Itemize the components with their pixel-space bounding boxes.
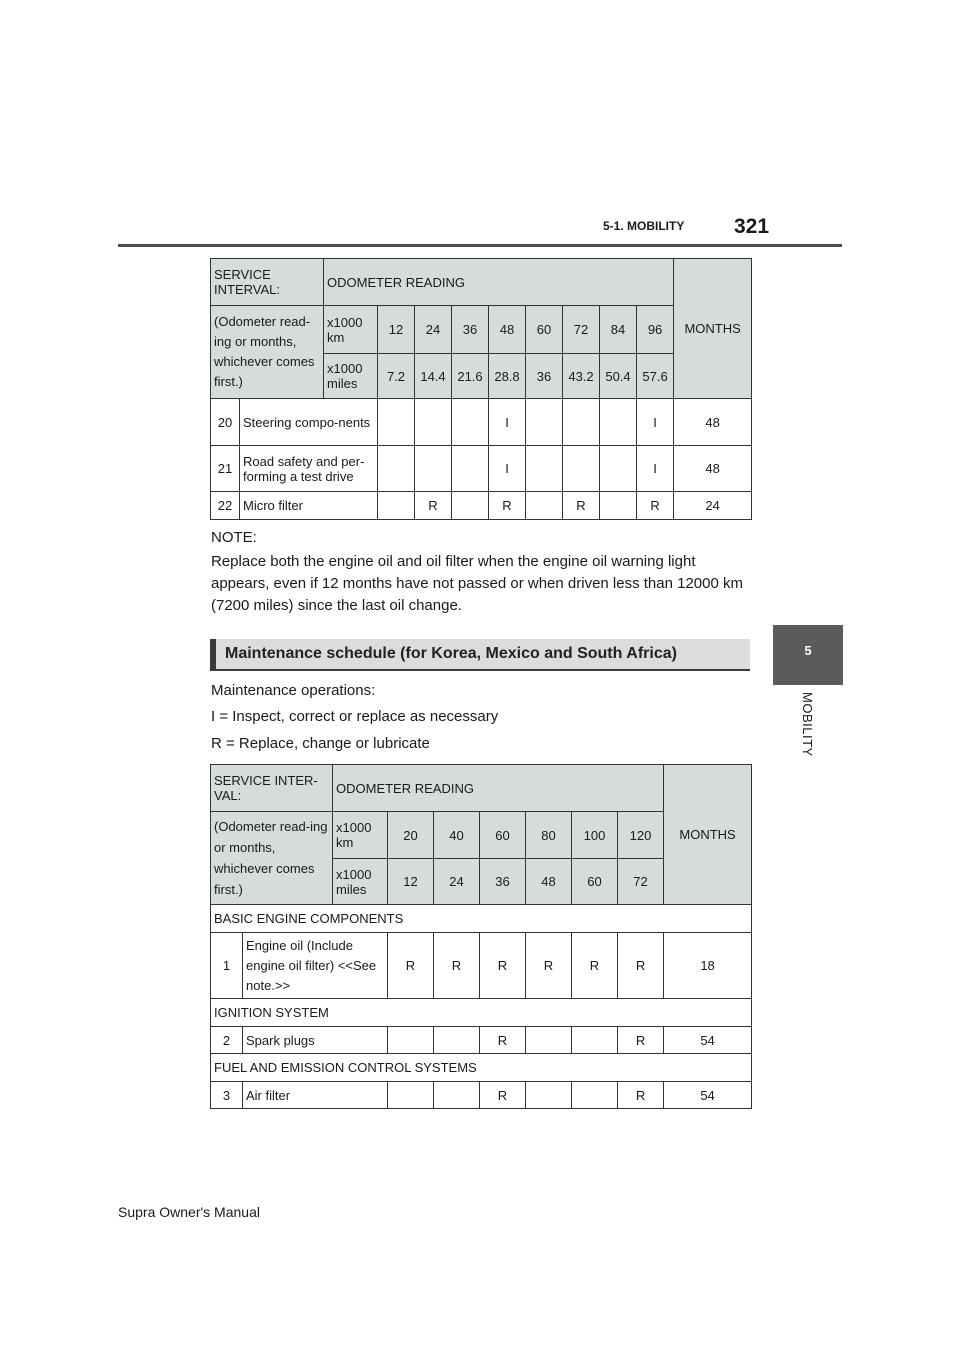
item-number: 1	[211, 933, 243, 999]
interval-cell	[563, 399, 600, 446]
interval-cell: I	[489, 446, 526, 492]
mile-value: 28.8	[489, 354, 526, 399]
km-value: 40	[434, 812, 480, 859]
interval-cell	[526, 446, 563, 492]
km-unit-label: x1000 km	[333, 812, 388, 859]
months-cell: 54	[664, 1027, 752, 1054]
section-row-ignition: IGNITION SYSTEM	[211, 999, 752, 1027]
interval-cell: R	[480, 1082, 526, 1109]
km-value: 120	[618, 812, 664, 859]
note-body: Replace both the engine oil and oil filter when the engine oil warning light appears, even if 12 months have not passed or when driven less than 12000 km (7200 miles) since the last oil change.	[211, 553, 743, 614]
service-interval-header: SERVICE INTER-VAL:	[211, 765, 333, 812]
item-number: 3	[211, 1082, 243, 1109]
interval-cell	[388, 1027, 434, 1054]
interval-cell: R	[572, 933, 618, 999]
interval-cell	[600, 446, 637, 492]
maintenance-table-continued	[210, 258, 752, 520]
months-header: MONTHS	[674, 259, 752, 399]
interval-cell	[526, 1082, 572, 1109]
item-number: 21	[211, 446, 240, 492]
km-value: 60	[480, 812, 526, 859]
km-value: 96	[637, 306, 674, 354]
table-row	[211, 1027, 752, 1054]
header-section-title: 5-1. MOBILITY	[603, 219, 685, 233]
interval-cell: R	[526, 933, 572, 999]
interval-cell	[600, 492, 637, 520]
km-value: 72	[563, 306, 600, 354]
footer-manual-title: Supra Owner's Manual	[118, 1204, 260, 1220]
interval-cell: R	[388, 933, 434, 999]
interval-cell: I	[489, 399, 526, 446]
mile-value: 7.2	[378, 354, 415, 399]
months-cell: 54	[664, 1082, 752, 1109]
item-name: Air filter	[243, 1082, 388, 1109]
interval-cell	[434, 1082, 480, 1109]
table-row	[211, 933, 752, 999]
interval-cell	[526, 1027, 572, 1054]
odometer-reading-header: ODOMETER READING	[324, 259, 674, 306]
months-header: MONTHS	[664, 765, 752, 905]
interval-cell: R	[480, 933, 526, 999]
header-rule	[118, 244, 842, 247]
mile-value: 36	[526, 354, 563, 399]
intro-replace-legend: R = Replace, change or lubricate	[211, 735, 430, 752]
km-value: 100	[572, 812, 618, 859]
section-row-fuel-emission: FUEL AND EMISSION CONTROL SYSTEMS	[211, 1054, 752, 1082]
interval-cell	[378, 492, 415, 520]
km-unit-label: x1000 km	[324, 306, 378, 354]
interval-cell	[526, 492, 563, 520]
note-title: NOTE:	[211, 529, 257, 546]
item-name: Spark plugs	[243, 1027, 388, 1054]
interval-cell: R	[434, 933, 480, 999]
interval-cell: R	[489, 492, 526, 520]
interval-cell	[572, 1082, 618, 1109]
interval-cell	[378, 399, 415, 446]
months-cell: 18	[664, 933, 752, 999]
section-heading	[210, 639, 750, 671]
item-number: 20	[211, 399, 240, 446]
item-name: Steering compo-nents	[240, 399, 378, 446]
km-value: 24	[415, 306, 452, 354]
interval-cell	[600, 399, 637, 446]
odometer-reading-header: ODOMETER READING	[333, 765, 664, 812]
km-value: 36	[452, 306, 489, 354]
mile-value: 48	[526, 859, 572, 905]
mile-value: 14.4	[415, 354, 452, 399]
interval-cell: R	[480, 1027, 526, 1054]
mile-value: 43.2	[563, 354, 600, 399]
maintenance-table	[210, 764, 752, 1109]
chapter-side-label: MOBILITY	[800, 692, 815, 757]
interval-cell: R	[618, 1027, 664, 1054]
interval-cell: R	[563, 492, 600, 520]
interval-cell	[563, 446, 600, 492]
mile-value: 24	[434, 859, 480, 905]
km-value: 60	[526, 306, 563, 354]
interval-cell: I	[637, 399, 674, 446]
interval-note: (Odometer read-ing or months, whichever comes first.)	[211, 306, 324, 399]
item-name: Engine oil (Include engine oil filter) <<See note.>>	[243, 933, 388, 999]
interval-cell	[434, 1027, 480, 1054]
interval-cell: I	[637, 446, 674, 492]
section-row-basic-engine: BASIC ENGINE COMPONENTS	[211, 905, 752, 933]
table-row	[211, 399, 752, 446]
months-cell: 24	[674, 492, 752, 520]
interval-cell	[415, 446, 452, 492]
mile-value: 50.4	[600, 354, 637, 399]
km-value: 12	[378, 306, 415, 354]
interval-cell: R	[415, 492, 452, 520]
mile-value: 60	[572, 859, 618, 905]
miles-unit-label: x1000 miles	[324, 354, 378, 399]
item-number: 22	[211, 492, 240, 520]
interval-cell	[572, 1027, 618, 1054]
interval-cell	[452, 399, 489, 446]
interval-cell	[388, 1082, 434, 1109]
intro-inspect-legend: I = Inspect, correct or replace as necessary	[211, 708, 499, 725]
interval-cell: R	[618, 933, 664, 999]
chapter-tab: 5	[773, 625, 843, 685]
item-name: Micro filter	[240, 492, 378, 520]
mile-value: 36	[480, 859, 526, 905]
interval-cell	[526, 399, 563, 446]
page-number: 321	[734, 215, 770, 238]
mile-value: 21.6	[452, 354, 489, 399]
section-heading-text: Maintenance schedule (for Korea, Mexico and South Africa)	[225, 645, 677, 662]
interval-cell: R	[618, 1082, 664, 1109]
table-row	[211, 446, 752, 492]
item-number: 2	[211, 1027, 243, 1054]
interval-cell	[452, 446, 489, 492]
intro-operations: Maintenance operations:	[211, 682, 376, 699]
service-interval-header: SERVICE INTERVAL:	[211, 259, 324, 306]
interval-note: (Odometer read-ing or months, whichever comes first.)	[211, 812, 333, 905]
km-value: 80	[526, 812, 572, 859]
km-value: 48	[489, 306, 526, 354]
mile-value: 72	[618, 859, 664, 905]
interval-cell	[378, 446, 415, 492]
table-row	[211, 1082, 752, 1109]
months-cell: 48	[674, 446, 752, 492]
item-name: Road safety and per-forming a test drive	[240, 446, 378, 492]
interval-cell: R	[637, 492, 674, 520]
months-cell: 48	[674, 399, 752, 446]
km-value: 84	[600, 306, 637, 354]
interval-cell	[415, 399, 452, 446]
table-row	[211, 492, 752, 520]
mile-value: 12	[388, 859, 434, 905]
mile-value: 57.6	[637, 354, 674, 399]
miles-unit-label: x1000 miles	[333, 859, 388, 905]
km-value: 20	[388, 812, 434, 859]
interval-cell	[452, 492, 489, 520]
